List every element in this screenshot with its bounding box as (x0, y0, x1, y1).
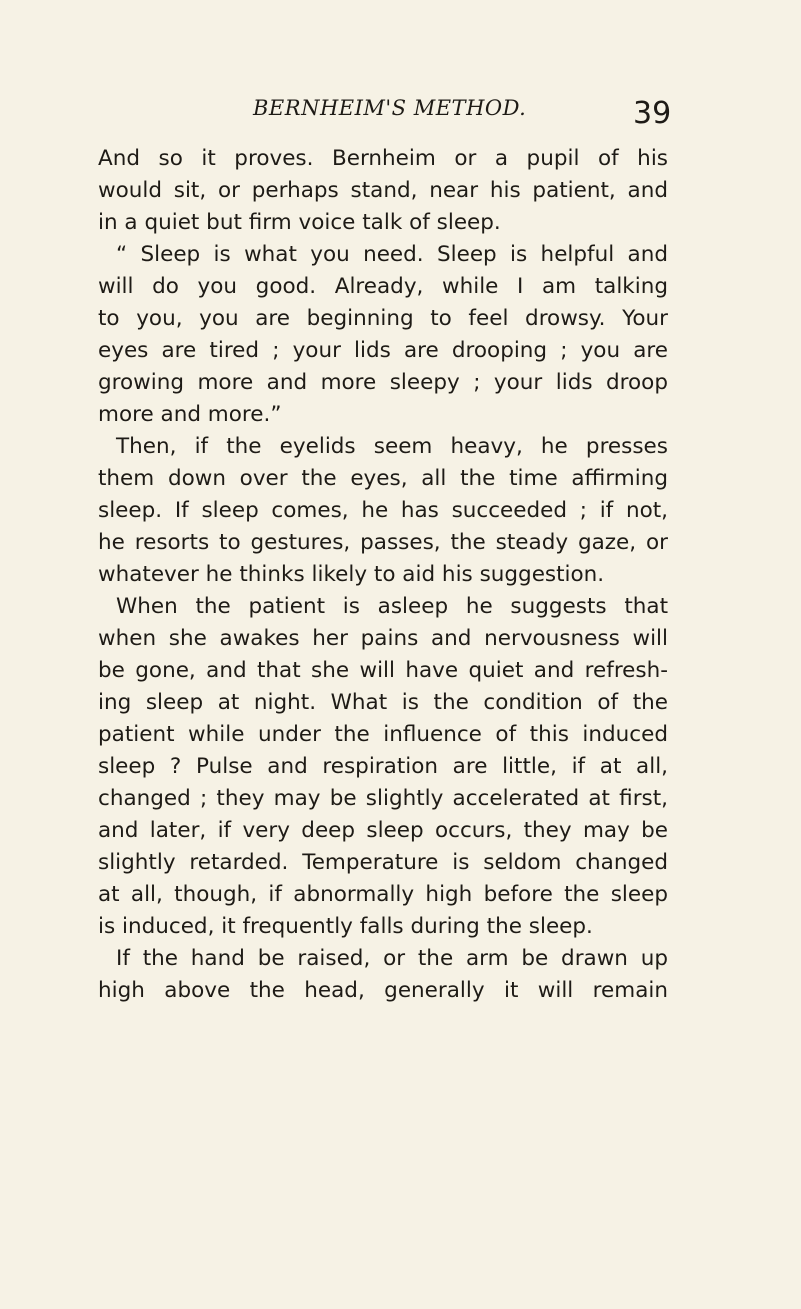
text-line: patient while under the influence of this induced (98, 722, 668, 747)
text-line: If the hand be raised, or the arm be drawn up (116, 946, 668, 971)
text-line: be gone, and that she will have quiet and refresh- (98, 658, 668, 683)
text-line: ing sleep at night. What is the condition of the (98, 690, 668, 715)
text-line: changed ; they may be slightly accelerated at first, (98, 786, 668, 811)
text-line: sleep. If sleep comes, he has succeeded ; if not, (98, 498, 668, 523)
text-line: would sit, or perhaps stand, near his patient, and (98, 178, 668, 203)
text-line: at all, though, if abnormally high before the sleep (98, 882, 668, 907)
text-line: more and more.” (98, 402, 282, 427)
text-line: slightly retarded. Temperature is seldom changed (98, 850, 668, 875)
text-line: And so it proves. Bernheim or a pupil of his (98, 146, 668, 171)
text-line: will do you good. Already, while I am talking (98, 274, 668, 299)
text-line: sleep ? Pulse and respiration are little, if at all, (98, 754, 668, 779)
page-number: 39 (633, 96, 672, 131)
text-line: eyes are tired ; your lids are drooping ; you are (98, 338, 668, 363)
body-text (98, 143, 668, 1007)
text-line: When the patient is asleep he suggests that (116, 594, 668, 619)
text-line: in a quiet but firm voice talk of sleep. (98, 210, 501, 235)
text-line: and later, if very deep sleep occurs, they may be (98, 818, 668, 843)
running-head: BERNHEIM'S METHOD. (253, 96, 527, 120)
text-line: “ Sleep is what you need. Sleep is helpful and (116, 242, 668, 267)
text-line: when she awakes her pains and nervousness will (98, 626, 668, 651)
text-line: he resorts to gestures, passes, the steady gaze, or (98, 530, 668, 555)
text-line: high above the head, generally it will remain (98, 978, 668, 1003)
text-line: growing more and more sleepy ; your lids droop (98, 370, 668, 395)
text-line: them down over the eyes, all the time affirming (98, 466, 668, 491)
text-line: Then, if the eyelids seem heavy, he presses (116, 434, 668, 459)
text-line: to you, you are beginning to feel drowsy. Your (98, 306, 668, 331)
text-line: is induced, it frequently falls during the sleep. (98, 914, 593, 939)
text-line: whatever he thinks likely to aid his suggestion. (98, 562, 605, 587)
